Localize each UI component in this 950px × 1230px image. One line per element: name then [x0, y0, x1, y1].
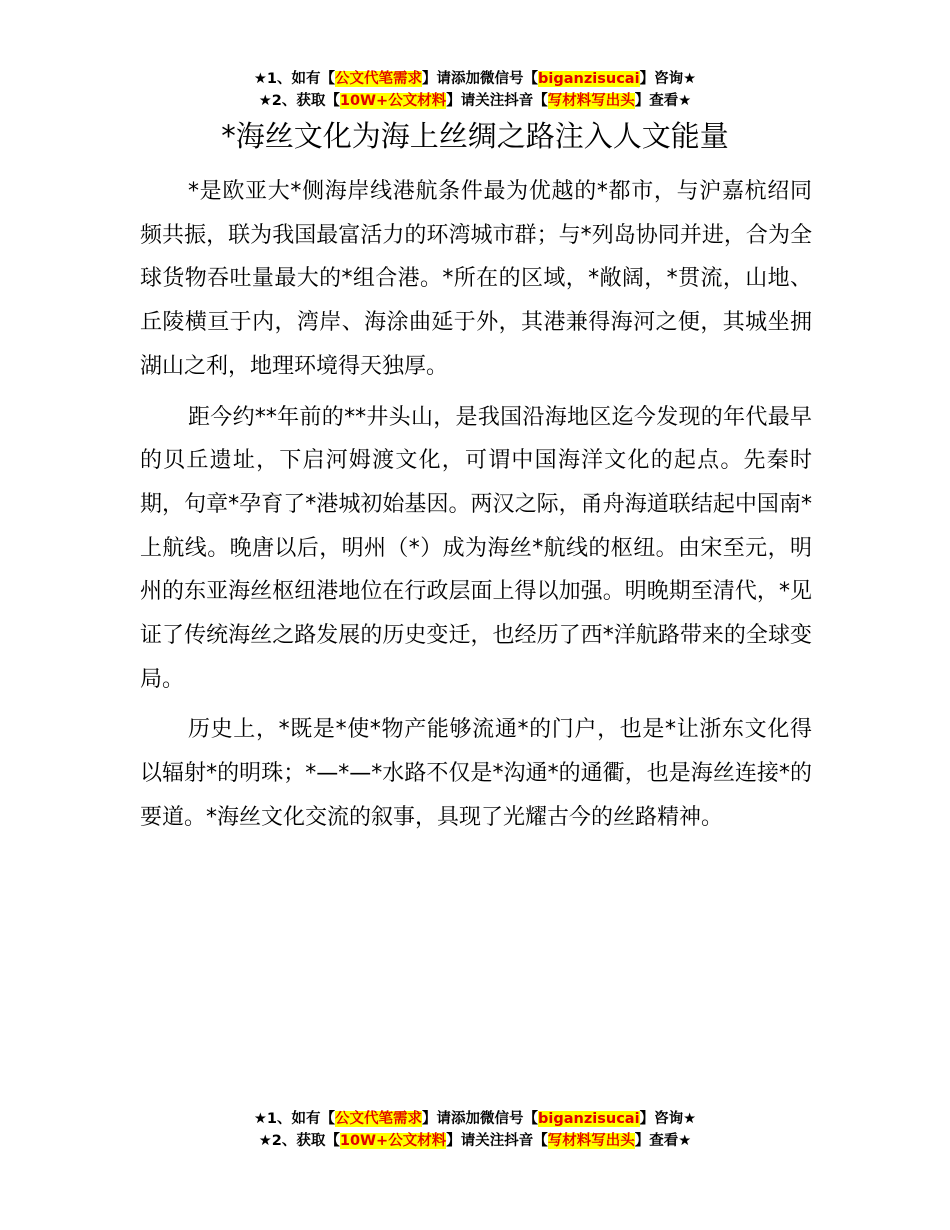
promo-highlight-douyin: 写材料写出头: [547, 93, 635, 109]
promo-highlight-wechat-id: biganzisucai: [538, 71, 640, 87]
promo-text: 】请关注抖音【: [446, 93, 548, 109]
paragraph: 距今约**年前的**井头山，是我国沿海地区迄今发现的年代最早的贝丘遗址，下启河姆渡文化，可谓中国海洋文化的起点。先秦时期，句章*孕育了*港城初始基因。两汉之际，甬舟海道联结起中国南*上航线。晚唐以后，明州（*）成为海丝*航线的枢纽。由宋至元，明州的东亚海丝枢纽港地位在行政层面上得以加强。明晚期至清代，*见证了传统海丝之路发展的历史变迁，也经历了西*洋航路带来的全球变局。: [140, 404, 812, 692]
promo-line-consult: [0, 68, 950, 90]
promo-text: 2、获取【: [271, 93, 340, 109]
promo-highlight-materials: 10W+公文材料: [339, 1133, 447, 1149]
star-icon: ★: [253, 71, 267, 87]
promo-text: 】查看: [634, 1133, 679, 1149]
promo-text: 】请添加微信号【: [422, 71, 539, 87]
promo-text: 】请关注抖音【: [446, 1133, 548, 1149]
star-icon: ★: [258, 1133, 272, 1149]
star-icon: ★: [678, 1133, 692, 1149]
document-title: *海丝文化为海上丝绸之路注入人文能量: [221, 119, 729, 153]
paragraph: *是欧亚大*侧海岸线港航条件最为优越的*都市，与沪嘉杭绍同频共振，联为我国最富活力的环湾城市群；与*列岛协同并进，合为全球货物吞吐量最大的*组合港。*所在的区域，*敞阔，*贯流，山地、丘陵横亘于内，湾岸、海涂曲延于外，其港兼得海河之便，其城坐拥湖山之利，地理环境得天独厚。: [140, 179, 812, 379]
star-icon: ★: [683, 1111, 697, 1127]
promo-highlight-materials: 10W+公文材料: [339, 93, 447, 109]
star-icon: ★: [253, 1111, 267, 1127]
promo-text: 】查看: [634, 93, 679, 109]
promo-text: 】咨询: [639, 1111, 684, 1127]
promo-highlight-wechat-id: biganzisucai: [538, 1111, 640, 1127]
star-icon: ★: [678, 93, 692, 109]
promo-header: [0, 68, 950, 112]
promo-line-consult: [0, 1108, 950, 1130]
promo-text: 1、如有【: [266, 71, 336, 87]
promo-footer: [0, 1108, 950, 1152]
star-icon: ★: [258, 93, 272, 109]
document-body: [140, 170, 812, 847]
promo-text: 】请添加微信号【: [422, 1111, 539, 1127]
promo-text: 2、获取【: [271, 1133, 340, 1149]
star-icon: ★: [683, 71, 697, 87]
promo-highlight-service: 公文代笔需求: [335, 1111, 423, 1127]
promo-line-materials: [0, 1130, 950, 1152]
promo-line-materials: [0, 90, 950, 112]
promo-highlight-douyin: 写材料写出头: [547, 1133, 635, 1149]
promo-highlight-service: 公文代笔需求: [335, 71, 423, 87]
paragraph: 历史上，*既是*使*物产能够流通*的门户，也是*让浙东文化得以辐射*的明珠；*—*—*水路不仅是*沟通*的通衢，也是海丝连接*的要道。*海丝文化交流的叙事，具现了光耀古今的丝路精神。: [140, 717, 812, 830]
promo-text: 1、如有【: [266, 1111, 336, 1127]
promo-text: 】咨询: [639, 71, 684, 87]
